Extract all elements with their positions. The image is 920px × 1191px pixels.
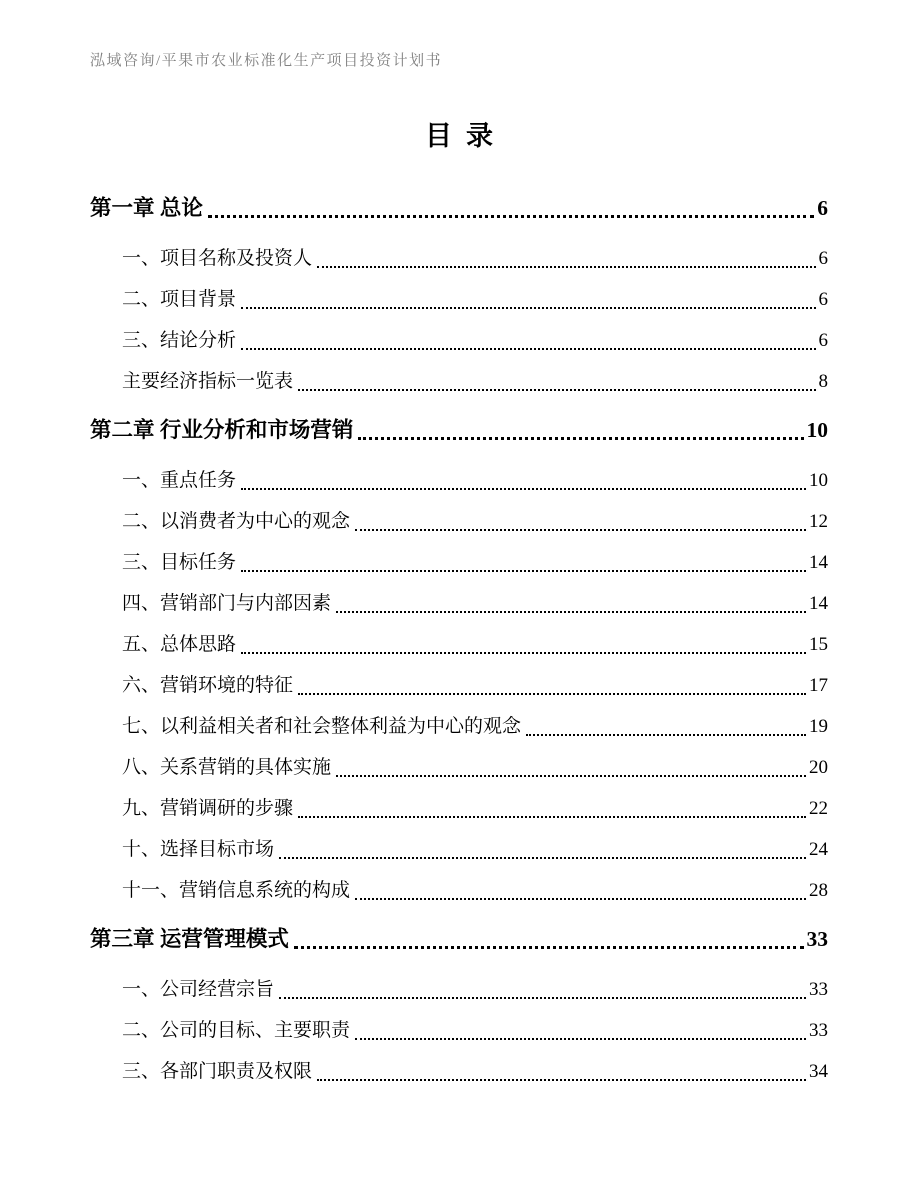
chapter-title: 第一章 总论 xyxy=(90,196,203,220)
toc-item-entry[interactable] xyxy=(90,244,828,273)
document-header: 泓域咨询/平果市农业标准化生产项目投资计划书 xyxy=(90,53,443,69)
toc-item-entry[interactable] xyxy=(90,1016,828,1045)
item-page-number: 33 xyxy=(809,979,828,1000)
dot-leader xyxy=(298,693,806,695)
item-title: 一、重点任务 xyxy=(122,470,237,491)
dot-leader xyxy=(241,348,815,350)
chapter-page-number: 6 xyxy=(817,196,828,220)
item-page-number: 14 xyxy=(809,593,828,614)
item-title: 七、以利益相关者和社会整体利益为中心的观念 xyxy=(122,716,522,737)
section-items xyxy=(90,466,828,905)
item-title: 四、营销部门与内部因素 xyxy=(122,593,332,614)
dot-leader xyxy=(355,1038,806,1040)
item-title: 二、以消费者为中心的观念 xyxy=(122,511,351,532)
item-title: 三、结论分析 xyxy=(122,330,237,351)
toc-item-entry[interactable] xyxy=(90,794,828,823)
item-title: 二、项目背景 xyxy=(122,289,237,310)
item-page-number: 22 xyxy=(809,798,828,819)
dot-leader xyxy=(355,529,806,531)
dot-leader xyxy=(208,215,814,218)
dot-leader xyxy=(279,997,806,999)
item-title: 二、公司的目标、主要职责 xyxy=(122,1020,351,1041)
toc-item-entry[interactable] xyxy=(90,671,828,700)
toc-chapter-entry[interactable] xyxy=(90,923,828,955)
toc-item-entry[interactable] xyxy=(90,589,828,618)
toc-item-entry[interactable] xyxy=(90,876,828,905)
toc-section xyxy=(90,923,828,1086)
item-page-number: 19 xyxy=(809,716,828,737)
dot-leader xyxy=(336,775,806,777)
dot-leader xyxy=(317,1079,806,1081)
dot-leader xyxy=(241,307,815,309)
toc-item-entry[interactable] xyxy=(90,507,828,536)
toc-item-entry[interactable] xyxy=(90,326,828,355)
item-title: 三、目标任务 xyxy=(122,552,237,573)
toc-item-entry[interactable] xyxy=(90,548,828,577)
item-title: 八、关系营销的具体实施 xyxy=(122,757,332,778)
item-page-number: 14 xyxy=(809,552,828,573)
item-title: 一、项目名称及投资人 xyxy=(122,248,313,269)
item-page-number: 6 xyxy=(818,248,828,269)
item-page-number: 24 xyxy=(809,839,828,860)
item-page-number: 6 xyxy=(818,289,828,310)
dot-leader xyxy=(336,611,806,613)
toc-item-entry[interactable] xyxy=(90,466,828,495)
chapter-title: 第三章 运营管理模式 xyxy=(90,927,289,951)
item-page-number: 28 xyxy=(809,880,828,901)
item-page-number: 34 xyxy=(809,1061,828,1082)
toc xyxy=(90,192,828,1086)
item-page-number: 6 xyxy=(818,330,828,351)
dot-leader xyxy=(241,570,806,572)
item-title: 九、营销调研的步骤 xyxy=(122,798,294,819)
toc-item-entry[interactable] xyxy=(90,367,828,396)
toc-section xyxy=(90,192,828,396)
item-title: 三、各部门职责及权限 xyxy=(122,1061,313,1082)
dot-leader xyxy=(279,857,806,859)
page-title: 目录 xyxy=(425,121,507,151)
toc-chapter-entry[interactable] xyxy=(90,192,828,224)
item-title: 一、公司经营宗旨 xyxy=(122,979,275,1000)
dot-leader xyxy=(298,389,815,391)
item-page-number: 33 xyxy=(809,1020,828,1041)
toc-item-entry[interactable] xyxy=(90,1057,828,1086)
dot-leader xyxy=(526,734,806,736)
item-page-number: 12 xyxy=(809,511,828,532)
toc-item-entry[interactable] xyxy=(90,753,828,782)
dot-leader xyxy=(358,437,803,440)
section-items xyxy=(90,244,828,396)
dot-leader xyxy=(241,488,806,490)
item-title: 十、选择目标市场 xyxy=(122,839,275,860)
toc-chapter-entry[interactable] xyxy=(90,414,828,446)
item-title: 主要经济指标一览表 xyxy=(122,371,294,392)
dot-leader xyxy=(241,652,806,654)
toc-item-entry[interactable] xyxy=(90,835,828,864)
dot-leader xyxy=(294,946,804,949)
item-page-number: 8 xyxy=(818,371,828,392)
chapter-title: 第二章 行业分析和市场营销 xyxy=(90,418,354,442)
item-title: 十一、营销信息系统的构成 xyxy=(122,880,351,901)
toc-item-entry[interactable] xyxy=(90,630,828,659)
item-page-number: 15 xyxy=(809,634,828,655)
item-title: 五、总体思路 xyxy=(122,634,237,655)
dot-leader xyxy=(317,266,815,268)
item-page-number: 20 xyxy=(809,757,828,778)
toc-section xyxy=(90,414,828,905)
item-title: 六、营销环境的特征 xyxy=(122,675,294,696)
toc-item-entry[interactable] xyxy=(90,285,828,314)
item-page-number: 10 xyxy=(809,470,828,491)
dot-leader xyxy=(355,898,806,900)
chapter-page-number: 33 xyxy=(806,927,828,951)
item-page-number: 17 xyxy=(809,675,828,696)
toc-item-entry[interactable] xyxy=(90,712,828,741)
section-items xyxy=(90,975,828,1086)
dot-leader xyxy=(298,816,806,818)
chapter-page-number: 10 xyxy=(806,418,828,442)
toc-item-entry[interactable] xyxy=(90,975,828,1004)
